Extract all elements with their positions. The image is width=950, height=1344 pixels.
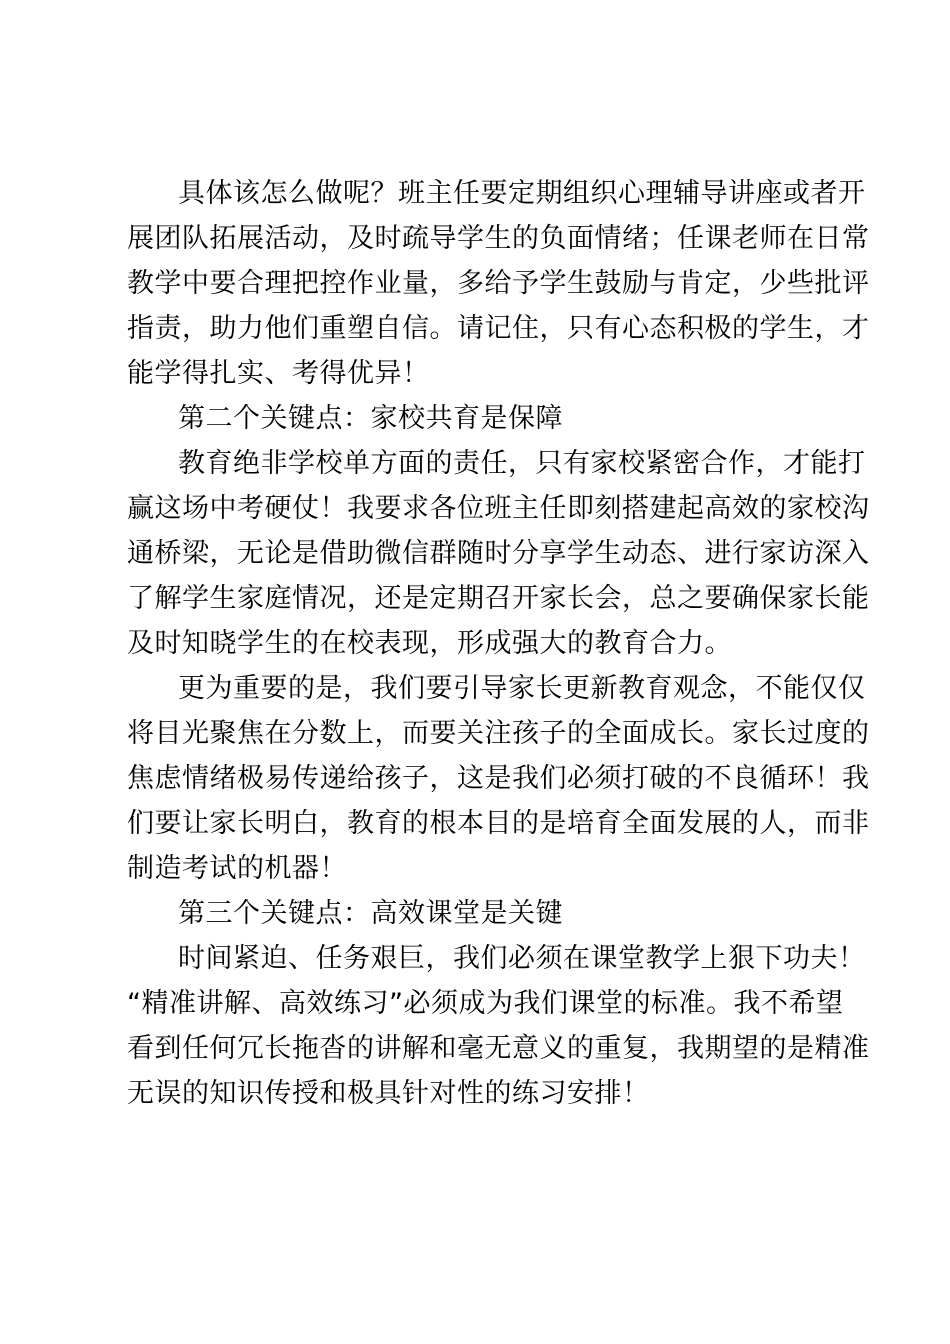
section-heading: 第三个关键点：高效课堂是关键 [178, 898, 563, 929]
text-line: 赢这场中考硬仗！我要求各位班主任即刻搭建起高效的家校沟 [127, 493, 870, 524]
section-heading: 第二个关键点：家校共育是保障 [178, 403, 563, 434]
text-line: 通桥梁，无论是借助微信群随时分享学生动态、进行家访深入 [127, 538, 870, 569]
text-line: 更为重要的是，我们要引导家长更新教育观念，不能仅仅 [178, 673, 866, 704]
text-line: 具体该怎么做呢？班主任要定期组织心理辅导讲座或者开 [178, 178, 866, 209]
text-line: 展团队拓展活动，及时疏导学生的负面情绪；任课老师在日常 [127, 223, 870, 254]
text-line: 时间紧迫、任务艰巨，我们必须在课堂教学上狠下功夫！ [178, 943, 866, 974]
text-line: 制造考试的机器！ [127, 853, 347, 884]
text-line: 指责，助力他们重塑自信。请记住，只有心态积极的学生，才 [127, 313, 870, 344]
text-line: 看到任何冗长拖沓的讲解和毫无意义的重复，我期望的是精准 [127, 1033, 870, 1064]
document-body [127, 171, 870, 1116]
text-line: 教学中要合理把控作业量，多给予学生鼓励与肯定，少些批评 [127, 268, 870, 299]
text-line: 们要让家长明白，教育的根本目的是培育全面发展的人，而非 [127, 808, 870, 839]
text-line: 教育绝非学校单方面的责任，只有家校紧密合作，才能打 [178, 448, 866, 479]
text-line: “精准讲解、高效练习”必须成为我们课堂的标准。我不希望 [127, 988, 844, 1019]
text-line: 焦虑情绪极易传递给孩子，这是我们必须打破的不良循环！我 [127, 763, 870, 794]
text-line: 了解学生家庭情况，还是定期召开家长会，总之要确保家长能 [127, 583, 870, 614]
text-line: 能学得扎实、考得优异！ [127, 358, 430, 389]
text-line: 无误的知识传授和极具针对性的练习安排！ [127, 1078, 650, 1109]
text-line: 将目光聚焦在分数上，而要关注孩子的全面成长。家长过度的 [127, 718, 870, 749]
text-line: 及时知晓学生的在校表现，形成强大的教育合力。 [127, 628, 732, 659]
